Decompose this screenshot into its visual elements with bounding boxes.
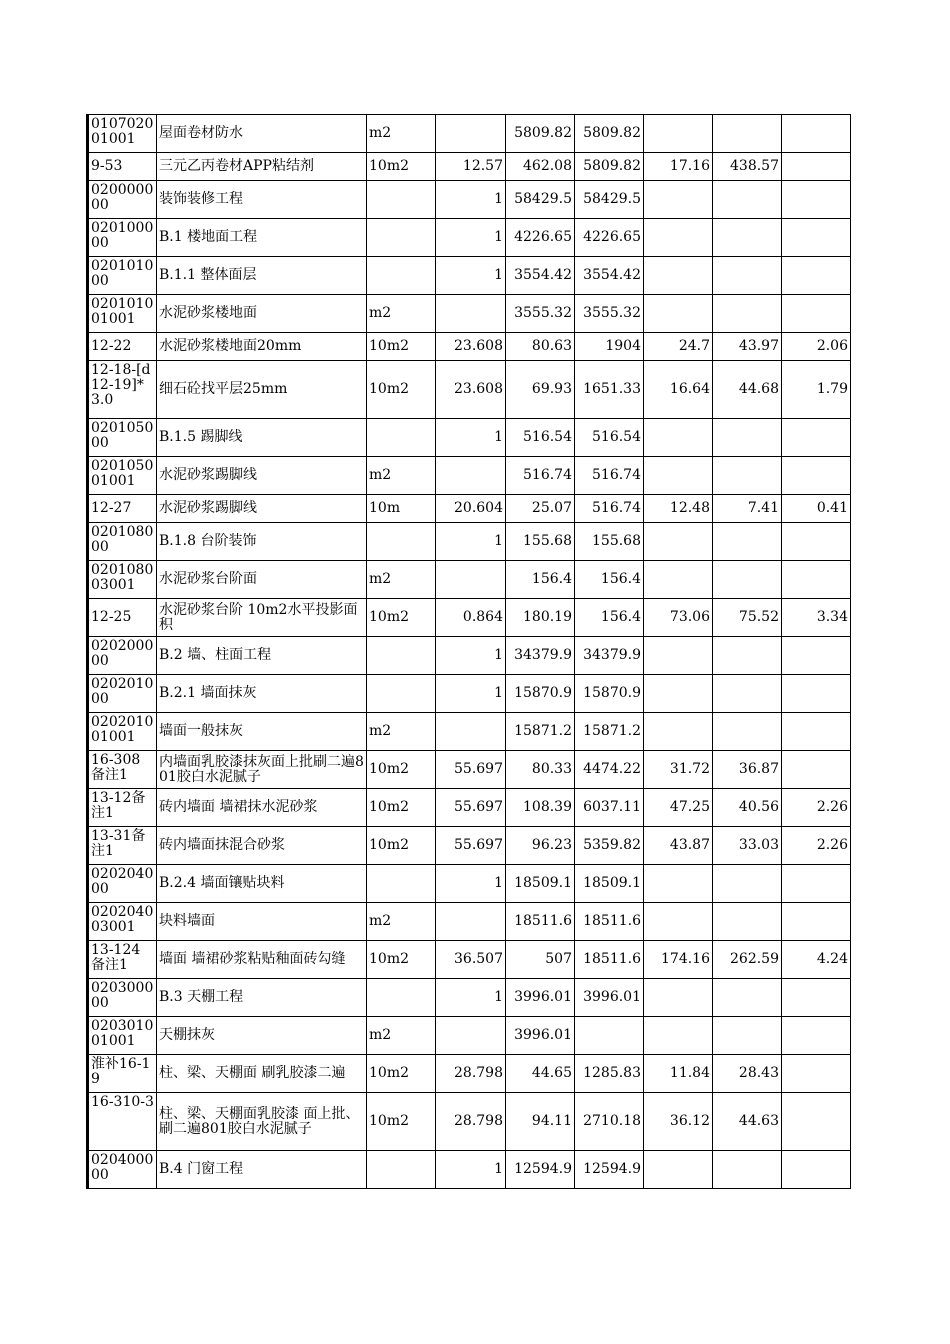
quantity-cell: 28.798 [436,1055,506,1093]
table-row [88,789,851,827]
material-cost-cell [713,181,782,219]
amount-cell: 516.74 [575,457,644,495]
machine-cost-cell [782,457,851,495]
table-row [88,675,851,713]
unit-cell [367,637,436,675]
amount-cell: 15871.2 [575,713,644,751]
table-row [88,115,851,153]
unit-cell [367,419,436,457]
item-name-cell: 水泥砂浆踢脚线 [157,495,367,523]
machine-cost-cell [782,219,851,257]
item-code-cell: 020300000 [88,979,157,1017]
quantity-cell: 1 [436,219,506,257]
labor-cost-cell: 47.25 [644,789,713,827]
item-code-cell: 020101001001 [88,295,157,333]
item-name-cell: B.1.1 整体面层 [157,257,367,295]
unit-price-cell: 94.11 [506,1093,575,1151]
machine-cost-cell: 0.41 [782,495,851,523]
labor-cost-cell [644,295,713,333]
labor-cost-cell: 17.16 [644,153,713,181]
machine-cost-cell [782,1017,851,1055]
unit-price-cell: 44.65 [506,1055,575,1093]
item-code-cell: 010702001001 [88,115,157,153]
item-name-cell: B.1.8 台阶装饰 [157,523,367,561]
item-code-cell: 020201001001 [88,713,157,751]
amount-cell: 3555.32 [575,295,644,333]
machine-cost-cell [782,181,851,219]
machine-cost-cell [782,713,851,751]
item-code-cell: 16-310-3 [88,1093,157,1151]
machine-cost-cell [782,115,851,153]
item-name-cell: 砖内墙面抹混合砂浆 [157,827,367,865]
unit-price-cell: 18509.1 [506,865,575,903]
item-name-cell: B.3 天棚工程 [157,979,367,1017]
unit-price-cell: 80.63 [506,333,575,361]
unit-price-cell: 507 [506,941,575,979]
machine-cost-cell: 2.06 [782,333,851,361]
machine-cost-cell [782,751,851,789]
material-cost-cell: 7.41 [713,495,782,523]
unit-cell: 10m2 [367,751,436,789]
item-name-cell: 内墙面乳胶漆抹灰面上批刷二遍801胶白水泥腻子 [157,751,367,789]
item-name-cell: 细石砼找平层25mm [157,361,367,419]
material-cost-cell [713,115,782,153]
labor-cost-cell: 11.84 [644,1055,713,1093]
table-row [88,153,851,181]
unit-cell [367,1151,436,1189]
quantity-cell: 12.57 [436,153,506,181]
table-row [88,903,851,941]
labor-cost-cell: 174.16 [644,941,713,979]
amount-cell: 5809.82 [575,153,644,181]
quantity-cell: 36.507 [436,941,506,979]
machine-cost-cell [782,637,851,675]
unit-price-cell: 108.39 [506,789,575,827]
machine-cost-cell: 3.34 [782,599,851,637]
amount-cell: 18511.6 [575,941,644,979]
labor-cost-cell [644,903,713,941]
table-row [88,599,851,637]
item-code-cell: 13-12备注1 [88,789,157,827]
labor-cost-cell [644,219,713,257]
unit-price-cell: 3554.42 [506,257,575,295]
amount-cell: 516.54 [575,419,644,457]
cost-table [86,114,851,1189]
item-name-cell: B.1.5 踢脚线 [157,419,367,457]
item-code-cell: 12-27 [88,495,157,523]
table-row [88,561,851,599]
unit-price-cell: 18511.6 [506,903,575,941]
unit-cell: 10m2 [367,333,436,361]
unit-price-cell: 5809.82 [506,115,575,153]
machine-cost-cell [782,295,851,333]
unit-price-cell: 58429.5 [506,181,575,219]
table-row [88,865,851,903]
unit-cell: 10m2 [367,827,436,865]
unit-cell: 10m2 [367,599,436,637]
material-cost-cell [713,903,782,941]
unit-price-cell: 180.19 [506,599,575,637]
unit-cell: m2 [367,1017,436,1055]
unit-cell: m2 [367,713,436,751]
labor-cost-cell [644,713,713,751]
unit-price-cell: 3996.01 [506,1017,575,1055]
table-row [88,333,851,361]
quantity-cell [436,561,506,599]
amount-cell: 12594.9 [575,1151,644,1189]
amount-cell: 3554.42 [575,257,644,295]
unit-price-cell: 156.4 [506,561,575,599]
material-cost-cell [713,457,782,495]
quantity-cell: 55.697 [436,751,506,789]
unit-cell [367,181,436,219]
item-name-cell: 三元乙丙卷材APP粘结剂 [157,153,367,181]
item-name-cell: 水泥砂浆楼地面 [157,295,367,333]
machine-cost-cell: 1.79 [782,361,851,419]
unit-cell [367,219,436,257]
item-name-cell: 装饰装修工程 [157,181,367,219]
amount-cell: 156.4 [575,561,644,599]
table-row [88,257,851,295]
quantity-cell: 1 [436,675,506,713]
table-row [88,361,851,419]
quantity-cell: 1 [436,979,506,1017]
labor-cost-cell: 24.7 [644,333,713,361]
table-row [88,1093,851,1151]
unit-price-cell: 4226.65 [506,219,575,257]
unit-price-cell: 516.54 [506,419,575,457]
unit-price-cell: 15870.9 [506,675,575,713]
material-cost-cell: 43.97 [713,333,782,361]
machine-cost-cell [782,561,851,599]
quantity-cell [436,115,506,153]
item-name-cell: 水泥砂浆台阶 10m2水平投影面积 [157,599,367,637]
amount-cell: 18509.1 [575,865,644,903]
quantity-cell: 1 [436,181,506,219]
quantity-cell: 23.608 [436,333,506,361]
item-code-cell: 13-31备注1 [88,827,157,865]
machine-cost-cell [782,903,851,941]
amount-cell: 3996.01 [575,979,644,1017]
item-code-cell: 淮补16-19 [88,1055,157,1093]
table-row [88,1017,851,1055]
quantity-cell: 0.864 [436,599,506,637]
amount-cell: 1651.33 [575,361,644,419]
item-name-cell: B.1 楼地面工程 [157,219,367,257]
labor-cost-cell [644,523,713,561]
table-row [88,523,851,561]
unit-price-cell: 12594.9 [506,1151,575,1189]
material-cost-cell [713,675,782,713]
material-cost-cell: 40.56 [713,789,782,827]
amount-cell: 6037.11 [575,789,644,827]
labor-cost-cell [644,561,713,599]
labor-cost-cell [644,181,713,219]
unit-cell [367,675,436,713]
unit-cell: 10m2 [367,153,436,181]
quantity-cell: 28.798 [436,1093,506,1151]
unit-cell: 10m2 [367,361,436,419]
item-name-cell: B.2.1 墙面抹灰 [157,675,367,713]
unit-cell: 10m2 [367,941,436,979]
item-name-cell: B.4 门窗工程 [157,1151,367,1189]
material-cost-cell [713,419,782,457]
item-code-cell: 13-124备注1 [88,941,157,979]
labor-cost-cell [644,115,713,153]
material-cost-cell: 44.68 [713,361,782,419]
material-cost-cell [713,523,782,561]
item-code-cell: 020200000 [88,637,157,675]
item-code-cell: 12-22 [88,333,157,361]
machine-cost-cell [782,257,851,295]
item-name-cell: 屋面卷材防水 [157,115,367,153]
item-name-cell: 柱、梁、天棚面 刷乳胶漆二遍 [157,1055,367,1093]
table-body [88,115,851,1189]
labor-cost-cell [644,257,713,295]
labor-cost-cell [644,457,713,495]
quantity-cell [436,295,506,333]
quantity-cell: 1 [436,523,506,561]
quantity-cell: 1 [436,637,506,675]
item-code-cell: 020204003001 [88,903,157,941]
item-code-cell: 020100000 [88,219,157,257]
item-code-cell: 020000000 [88,181,157,219]
material-cost-cell [713,865,782,903]
unit-price-cell: 15871.2 [506,713,575,751]
item-code-cell: 020108003001 [88,561,157,599]
amount-cell [575,1017,644,1055]
quantity-cell: 55.697 [436,827,506,865]
labor-cost-cell [644,419,713,457]
item-name-cell: 水泥砂浆踢脚线 [157,457,367,495]
item-code-cell: 020105000 [88,419,157,457]
quantity-cell: 1 [436,419,506,457]
labor-cost-cell: 36.12 [644,1093,713,1151]
table-row [88,637,851,675]
amount-cell: 156.4 [575,599,644,637]
table-row [88,941,851,979]
table-row [88,457,851,495]
machine-cost-cell [782,523,851,561]
unit-price-cell: 462.08 [506,153,575,181]
amount-cell: 4226.65 [575,219,644,257]
material-cost-cell [713,713,782,751]
material-cost-cell: 262.59 [713,941,782,979]
machine-cost-cell [782,1151,851,1189]
labor-cost-cell: 16.64 [644,361,713,419]
amount-cell: 2710.18 [575,1093,644,1151]
amount-cell: 34379.9 [575,637,644,675]
material-cost-cell [713,979,782,1017]
material-cost-cell: 28.43 [713,1055,782,1093]
amount-cell: 516.74 [575,495,644,523]
machine-cost-cell [782,979,851,1017]
item-name-cell: 水泥砂浆台阶面 [157,561,367,599]
item-code-cell: 12-25 [88,599,157,637]
amount-cell: 1285.83 [575,1055,644,1093]
quantity-cell: 1 [436,257,506,295]
item-name-cell: 天棚抹灰 [157,1017,367,1055]
item-name-cell: 块料墙面 [157,903,367,941]
unit-price-cell: 80.33 [506,751,575,789]
unit-price-cell: 96.23 [506,827,575,865]
machine-cost-cell [782,675,851,713]
quantity-cell: 20.604 [436,495,506,523]
table-row [88,1055,851,1093]
unit-cell: 10m [367,495,436,523]
item-code-cell: 020108000 [88,523,157,561]
unit-price-cell: 69.93 [506,361,575,419]
material-cost-cell [713,1151,782,1189]
labor-cost-cell: 12.48 [644,495,713,523]
quantity-cell [436,457,506,495]
quantity-cell [436,1017,506,1055]
material-cost-cell [713,219,782,257]
table-row [88,713,851,751]
item-code-cell: 16-308备注1 [88,751,157,789]
item-code-cell: 020204000 [88,865,157,903]
labor-cost-cell [644,1017,713,1055]
amount-cell: 5809.82 [575,115,644,153]
unit-price-cell: 25.07 [506,495,575,523]
item-code-cell: 12-18-[d12-19]*3.0 [88,361,157,419]
item-code-cell: 020400000 [88,1151,157,1189]
item-code-cell: 020101000 [88,257,157,295]
table-row [88,1151,851,1189]
unit-cell: m2 [367,903,436,941]
amount-cell: 18511.6 [575,903,644,941]
table-row [88,219,851,257]
labor-cost-cell [644,637,713,675]
item-name-cell: B.2.4 墙面镶贴块料 [157,865,367,903]
unit-cell [367,523,436,561]
unit-cell: 10m2 [367,1093,436,1151]
amount-cell: 58429.5 [575,181,644,219]
item-code-cell: 020201000 [88,675,157,713]
labor-cost-cell: 31.72 [644,751,713,789]
labor-cost-cell [644,675,713,713]
machine-cost-cell [782,419,851,457]
material-cost-cell: 33.03 [713,827,782,865]
unit-cell: 10m2 [367,1055,436,1093]
unit-cell: m2 [367,115,436,153]
quantity-cell: 1 [436,865,506,903]
table-row [88,295,851,333]
quantity-cell: 23.608 [436,361,506,419]
item-name-cell: B.2 墙、柱面工程 [157,637,367,675]
amount-cell: 4474.22 [575,751,644,789]
table-row [88,751,851,789]
material-cost-cell [713,637,782,675]
table-row [88,827,851,865]
unit-cell: 10m2 [367,789,436,827]
machine-cost-cell [782,865,851,903]
unit-price-cell: 34379.9 [506,637,575,675]
item-code-cell: 9-53 [88,153,157,181]
amount-cell: 155.68 [575,523,644,561]
labor-cost-cell [644,865,713,903]
item-name-cell: 砖内墙面 墙裙抹水泥砂浆 [157,789,367,827]
material-cost-cell [713,295,782,333]
table-row [88,979,851,1017]
unit-cell: m2 [367,561,436,599]
material-cost-cell: 438.57 [713,153,782,181]
machine-cost-cell [782,1055,851,1093]
material-cost-cell: 75.52 [713,599,782,637]
quantity-cell [436,903,506,941]
quantity-cell: 1 [436,1151,506,1189]
machine-cost-cell: 2.26 [782,789,851,827]
labor-cost-cell [644,1151,713,1189]
unit-price-cell: 516.74 [506,457,575,495]
material-cost-cell [713,561,782,599]
item-name-cell: 水泥砂浆楼地面20mm [157,333,367,361]
labor-cost-cell: 43.87 [644,827,713,865]
unit-price-cell: 155.68 [506,523,575,561]
item-code-cell: 020301001001 [88,1017,157,1055]
amount-cell: 1904 [575,333,644,361]
material-cost-cell: 36.87 [713,751,782,789]
unit-price-cell: 3555.32 [506,295,575,333]
table-row [88,419,851,457]
table-row [88,495,851,523]
material-cost-cell [713,1017,782,1055]
machine-cost-cell: 4.24 [782,941,851,979]
unit-price-cell: 3996.01 [506,979,575,1017]
quantity-cell: 55.697 [436,789,506,827]
unit-cell [367,979,436,1017]
item-code-cell: 020105001001 [88,457,157,495]
table-row [88,181,851,219]
item-name-cell: 墙面一般抹灰 [157,713,367,751]
material-cost-cell [713,257,782,295]
unit-cell [367,865,436,903]
quantity-cell [436,713,506,751]
amount-cell: 15870.9 [575,675,644,713]
amount-cell: 5359.82 [575,827,644,865]
machine-cost-cell: 2.26 [782,827,851,865]
labor-cost-cell [644,979,713,1017]
material-cost-cell: 44.63 [713,1093,782,1151]
labor-cost-cell: 73.06 [644,599,713,637]
unit-cell: m2 [367,457,436,495]
unit-cell: m2 [367,295,436,333]
machine-cost-cell [782,153,851,181]
item-name-cell: 墙面 墙裙砂浆粘贴釉面砖勾缝 [157,941,367,979]
item-name-cell: 柱、梁、天棚面乳胶漆 面上批、刷二遍801胶白水泥腻子 [157,1093,367,1151]
machine-cost-cell [782,1093,851,1151]
unit-cell [367,257,436,295]
